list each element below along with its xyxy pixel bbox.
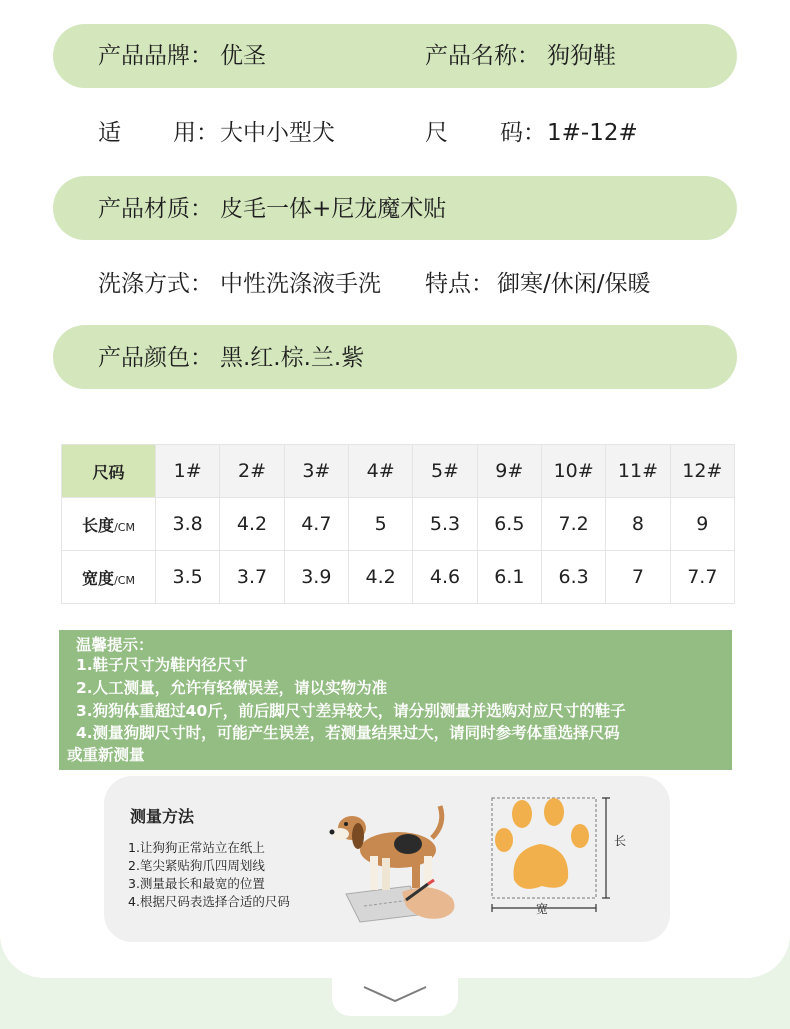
size-header-cell: 4# <box>348 445 412 498</box>
table-cell: 6.3 <box>541 551 605 604</box>
size-header-cell: 5# <box>413 445 477 498</box>
material-label: 产品材质： <box>98 196 213 222</box>
measure-method-panel <box>104 776 670 942</box>
length-label: 长度 <box>82 515 115 535</box>
table-cell: 3.9 <box>284 551 348 604</box>
wash-label: 洗涤方式： <box>98 271 213 297</box>
size-header-cell: 9# <box>477 445 541 498</box>
table-cell: 7.7 <box>670 551 734 604</box>
brand-value: 优圣 <box>220 43 266 69</box>
expand-tab[interactable] <box>332 976 458 1016</box>
table-cell: 5.3 <box>413 498 477 551</box>
table-cell: 7 <box>606 551 670 604</box>
table-cell: 4.7 <box>284 498 348 551</box>
tips-item: 或重新测量 <box>67 746 145 764</box>
width-mark-label: 宽 <box>536 902 549 916</box>
table-cell: 3.5 <box>156 551 220 604</box>
chevron-down-icon <box>362 984 428 1004</box>
size-label-char1: 尺 <box>425 120 448 146</box>
size-range-value: 1#-12# <box>547 120 638 146</box>
size-header-cell: 3# <box>284 445 348 498</box>
size-header-cell: 1# <box>156 445 220 498</box>
tips-title: 温馨提示： <box>76 636 154 654</box>
table-cell: 4.6 <box>413 551 477 604</box>
length-mark-label: 长 <box>614 834 627 848</box>
size-header-label: 尺码 <box>62 445 156 498</box>
tips-item: 2.人工测量，允许有轻微误差，请以实物为准 <box>76 679 388 697</box>
product-name-label: 产品名称： <box>425 43 540 69</box>
fit-value: 大中小型犬 <box>220 120 335 146</box>
tips-box <box>59 630 732 770</box>
measure-step: 1.让狗狗正常站立在纸上 <box>128 840 265 855</box>
size-header-cell: 2# <box>220 445 284 498</box>
measure-step: 3.测量最长和最宽的位置 <box>128 876 265 891</box>
table-cell: 5 <box>348 498 412 551</box>
size-header-cell: 12# <box>670 445 734 498</box>
size-table-header <box>62 445 735 498</box>
measure-title: 测量方法 <box>130 807 195 826</box>
table-cell: 9 <box>670 498 734 551</box>
measure-step: 4.根据尺码表选择合适的尺码 <box>128 894 290 909</box>
tips-item: 3.狗狗体重超过40斤，前后脚尺寸差异较大，请分别测量并选购对应尺寸的鞋子 <box>76 702 626 720</box>
color-value: 黑.红.棕.兰.紫 <box>220 345 365 371</box>
feature-value: 御寒/休闲/保暖 <box>497 271 651 297</box>
table-cell: 4.2 <box>220 498 284 551</box>
table-cell: 6.5 <box>477 498 541 551</box>
table-cell: 4.2 <box>348 551 412 604</box>
tips-item: 4.测量狗脚尺寸时，可能产生误差，若测量结果过大，请同时参考体重选择尺码 <box>76 724 620 742</box>
paw-measurement-diagram <box>488 792 628 932</box>
material-value: 皮毛一体+尼龙魔术贴 <box>220 196 447 222</box>
table-cell: 3.7 <box>220 551 284 604</box>
width-row <box>62 551 735 604</box>
table-cell: 8 <box>606 498 670 551</box>
table-cell: 6.1 <box>477 551 541 604</box>
table-cell: 3.8 <box>156 498 220 551</box>
length-unit: /CM <box>114 520 135 534</box>
brand-label: 产品品牌： <box>98 43 213 69</box>
size-label-char2: 码： <box>500 120 546 146</box>
length-row-label <box>62 498 156 551</box>
feature-label: 特点： <box>425 271 494 297</box>
wash-value: 中性洗涤液手洗 <box>220 271 381 297</box>
table-cell: 7.2 <box>541 498 605 551</box>
color-label: 产品颜色： <box>98 345 213 371</box>
dog-illustration <box>324 794 474 924</box>
fit-label-char2: 用： <box>173 120 219 146</box>
width-row-label <box>62 551 156 604</box>
fit-label-char1: 适 <box>98 120 121 146</box>
product-name-value: 狗狗鞋 <box>547 43 616 69</box>
measure-step: 2.笔尖紧贴狗爪四周划线 <box>128 858 265 873</box>
size-header-cell: 10# <box>541 445 605 498</box>
size-table <box>61 444 735 604</box>
width-label: 宽度 <box>82 568 115 588</box>
size-header-cell: 11# <box>606 445 670 498</box>
length-row <box>62 498 735 551</box>
tips-item: 1.鞋子尺寸为鞋内径尺寸 <box>76 656 248 674</box>
width-unit: /CM <box>114 573 135 587</box>
